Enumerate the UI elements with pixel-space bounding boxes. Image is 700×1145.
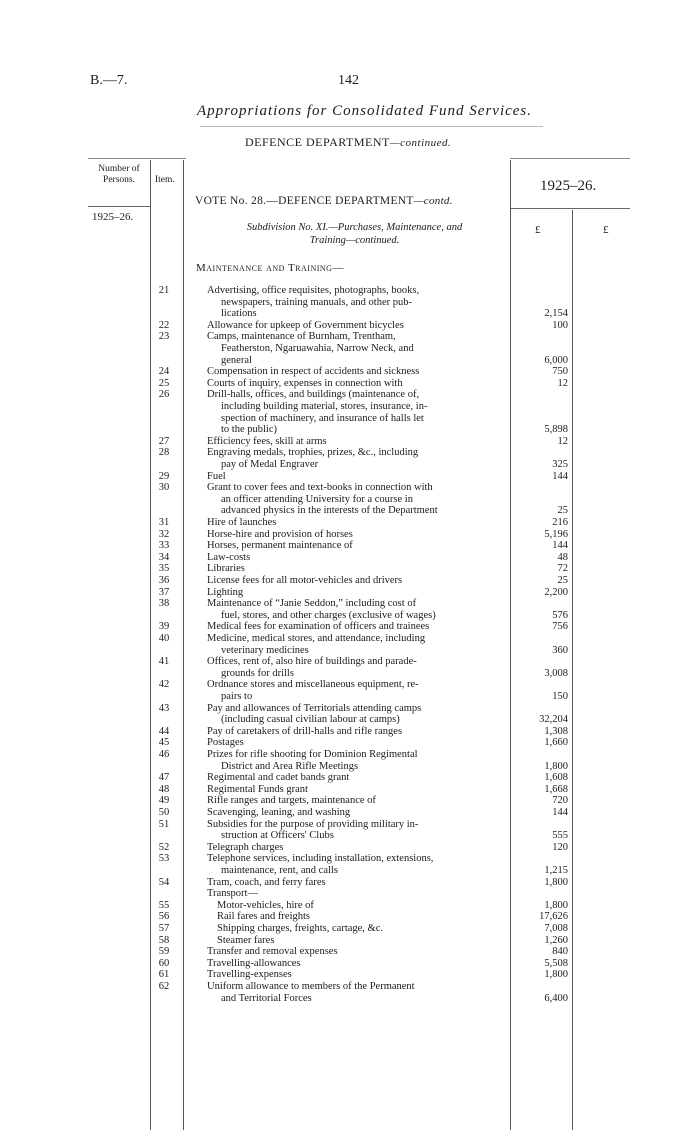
title-rule (200, 126, 543, 127)
item-description-line: Regimental Funds grant (207, 783, 308, 795)
item-description-line: Scavenging, leaning, and washing (207, 807, 351, 818)
item-description-line: maintenance, rent, and calls (221, 864, 338, 876)
item-number: 29 (158, 470, 170, 482)
item-description (207, 888, 505, 900)
item-description-line: Grant to cover fees and text-books in connection with (207, 482, 433, 494)
item-description (207, 320, 505, 332)
department-heading (245, 135, 451, 150)
item-description (207, 366, 505, 378)
document-reference: B.—7. (90, 73, 128, 88)
item-amount: 120 (552, 841, 568, 853)
item-number: 58 (158, 934, 170, 946)
page-number: 142 (338, 73, 359, 88)
persons-header-rule (88, 206, 150, 207)
item-number: 57 (158, 923, 170, 934)
item-number: 47 (158, 772, 170, 784)
column-header-persons: Number of Persons. (98, 164, 140, 185)
item-amount: 144 (552, 807, 568, 818)
item-description-line: Prizes for rifle shooting for Dominion Regimental (207, 749, 418, 760)
item-number: 34 (158, 551, 170, 563)
item-description (207, 529, 505, 541)
item-amount: 32,204 (539, 714, 568, 726)
item-description-line: pairs to (221, 690, 253, 702)
item-description (207, 633, 505, 656)
item-description (207, 482, 505, 517)
item-description-line: Camps, maintenance of Burnham, Trentham, (207, 331, 396, 343)
item-description (207, 703, 505, 726)
item-amount: 1,608 (544, 772, 568, 784)
subdivision-line-1: Subdivision No. XI.—Purchases, Maintenance, and (246, 222, 463, 233)
item-number: 40 (158, 633, 170, 644)
item-description (207, 819, 505, 842)
item-description-line: (including casual civilian labour at camps) (221, 714, 400, 726)
item-number: 59 (158, 946, 170, 958)
item-amount: 720 (552, 795, 568, 807)
item-description (207, 749, 505, 772)
item-description (207, 587, 505, 599)
item-number: 61 (158, 969, 170, 981)
item-description-line: including building material, stores, insurance, in- (221, 400, 428, 412)
item-description-line: Lighting (207, 586, 244, 598)
item-description-line: spection of machinery, and insurance of halls let (221, 412, 424, 424)
vote-heading (195, 195, 453, 207)
item-amount: 144 (552, 540, 568, 552)
item-number: 32 (158, 528, 170, 540)
item-description-line: Transport— (207, 888, 258, 900)
item-description-line: Drill-halls, offices, and buildings (maintenance of, (207, 389, 420, 401)
item-description (207, 842, 505, 854)
item-description-line: fuel, stores, and other charges (exclusive of wages) (221, 609, 436, 621)
item-amount: 17,626 (539, 911, 568, 923)
item-description-line: Allowance for upkeep of Government bicycles (207, 319, 404, 331)
item-number: 48 (158, 783, 170, 795)
item-number: 38 (158, 598, 170, 610)
department-suffix: —continued. (389, 137, 452, 149)
item-number: 35 (158, 563, 170, 575)
item-amount: 360 (552, 644, 568, 656)
item-description-line: Compensation in respect of accidents and sickness (207, 366, 420, 378)
header-rule-right (510, 158, 630, 159)
item-amount: 5,196 (544, 528, 568, 540)
item-amount: 6,000 (544, 354, 568, 366)
item-description (207, 981, 505, 1004)
item-amount: 555 (552, 830, 568, 842)
item-amount: 840 (552, 946, 568, 958)
item-description (207, 656, 505, 679)
item-description-line: advanced physics in the interests of the Department (221, 505, 438, 517)
item-description-line: Featherston, Ngaruawahia, Narrow Neck, and (221, 342, 414, 354)
pound-sign-amount: £ (535, 224, 541, 236)
item-description-line: Efficiency fees, skill at arms (207, 435, 327, 447)
item-description (207, 471, 505, 483)
item-amount: 1,800 (544, 899, 568, 911)
item-description (207, 436, 505, 448)
item-amount: 5,898 (544, 424, 568, 436)
item-description-line: Horses, permanent maintenance of (207, 540, 353, 552)
item-description-line: newspapers, training manuals, and other pub- (221, 296, 412, 308)
item-description-line: Subsidies for the purpose of providing military in- (207, 818, 419, 830)
item-number: 55 (158, 899, 170, 911)
item-amount: 1,660 (544, 737, 568, 749)
item-amount: 216 (552, 517, 568, 528)
item-number: 37 (158, 586, 170, 598)
item-description-line: Medicine, medical stores, and attendance, including (207, 633, 426, 644)
item-number: 51 (158, 818, 170, 830)
item-number: 50 (158, 807, 170, 818)
item-number: 31 (158, 517, 170, 528)
item-description-line: Travelling-expenses (207, 969, 292, 981)
item-description-line: Pay of caretakers of drill-halls and rifle ranges (207, 725, 403, 737)
item-number: 24 (158, 366, 170, 378)
item-number: 21 (158, 285, 170, 296)
item-amount: 5,508 (544, 957, 568, 969)
column-header-item: Item. (155, 175, 175, 185)
item-description-line: lications (221, 308, 257, 320)
item-amount: 1,800 (544, 876, 568, 888)
item-description-line: Maintenance of “Janie Seddon,” including cost of (207, 598, 417, 610)
item-description-line: Telephone services, including installation, extensions, (207, 853, 434, 865)
page-title: Appropriations for Consolidated Fund Services. (197, 103, 533, 119)
item-description (207, 679, 505, 702)
item-description (207, 911, 505, 923)
item-description-line: Fuel (207, 470, 226, 482)
column-header-year: 1925–26. (540, 178, 597, 194)
item-description-line: grounds for drills (221, 667, 294, 679)
item-number: 23 (158, 331, 170, 343)
item-description (207, 598, 505, 621)
item-number: 49 (158, 795, 170, 807)
item-number: 39 (158, 621, 170, 633)
item-description-line: Rail fares and freights (217, 911, 311, 923)
item-description (207, 946, 505, 958)
item-number: 44 (158, 725, 170, 737)
item-amount: 325 (552, 458, 568, 470)
section-heading: Maintenance and Training— (196, 262, 344, 274)
item-description-line: Regimental and cadet bands grant (207, 772, 350, 784)
item-description-line: Shipping charges, freights, cartage, &c. (217, 923, 384, 934)
item-amount: 1,800 (544, 969, 568, 981)
item-description (207, 285, 505, 320)
item-description (207, 900, 505, 912)
item-description (207, 737, 505, 749)
item-number: 56 (158, 911, 170, 923)
item-description (207, 552, 505, 564)
item-amount: 7,008 (544, 923, 568, 934)
item-number: 52 (158, 841, 170, 853)
item-number: 33 (158, 540, 170, 552)
item-number: 54 (158, 876, 170, 888)
vote-title: VOTE No. 28.—DEFENCE DEPARTMENT (195, 195, 414, 207)
item-description (207, 784, 505, 796)
item-amount: 2,200 (544, 586, 568, 598)
item-description (207, 772, 505, 784)
item-amount: 2,154 (544, 308, 568, 320)
item-description-line: Postages (207, 737, 244, 749)
item-description (207, 958, 505, 970)
item-number: 36 (158, 575, 170, 586)
item-description-line: veterinary medicines (221, 644, 309, 656)
item-description-line: Telegraph charges (207, 841, 284, 853)
column-divider-total (572, 210, 573, 1130)
item-description (207, 923, 505, 935)
item-number: 30 (158, 482, 170, 494)
item-amount: 1,308 (544, 725, 568, 737)
item-amount: 150 (552, 690, 568, 702)
item-description-line: Libraries (207, 563, 245, 575)
item-number: 27 (158, 435, 170, 447)
item-number: 60 (158, 957, 170, 969)
item-amount: 100 (552, 319, 568, 331)
item-description (207, 447, 505, 470)
item-description-line: Courts of inquiry, expenses in connection with (207, 377, 403, 389)
item-description (207, 575, 505, 587)
item-amount: 3,008 (544, 667, 568, 679)
item-number: 46 (158, 749, 170, 760)
item-description (207, 795, 505, 807)
item-description-line: Offices, rent of, also hire of buildings and parade- (207, 656, 417, 668)
item-description-line: Hire of launches (207, 517, 277, 528)
item-description-line: Advertising, office requisites, photographs, books, (207, 285, 420, 296)
item-description (207, 853, 505, 876)
subdivision-heading (197, 221, 512, 247)
item-description (207, 621, 505, 633)
item-description (207, 563, 505, 575)
item-number: 26 (158, 389, 170, 401)
item-description-line: District and Area Rifle Meetings (221, 760, 359, 772)
item-description (207, 378, 505, 390)
item-amount: 12 (557, 377, 568, 389)
item-number: 22 (158, 319, 170, 331)
item-description-line: Travelling-allowances (207, 957, 301, 969)
item-number: 45 (158, 737, 170, 749)
item-description-line: Tram, coach, and ferry fares (207, 876, 326, 888)
item-amount: 72 (557, 563, 568, 575)
item-amount: 750 (552, 366, 568, 378)
item-description-line: Rifle ranges and targets, maintenance of (207, 795, 376, 807)
item-amount: 12 (557, 435, 568, 447)
item-description (207, 807, 505, 819)
subdivision-line-2: Training—continued. (309, 235, 400, 246)
item-description-line: general (221, 354, 252, 366)
item-description-line: Transfer and removal expenses (207, 946, 338, 958)
item-amount: 25 (557, 575, 568, 586)
item-number: 25 (158, 377, 170, 389)
item-description (207, 877, 505, 889)
item-description-line: Ordnance stores and miscellaneous equipment, re- (207, 679, 419, 691)
item-amount: 756 (552, 621, 568, 633)
pound-sign-total: £ (603, 224, 609, 236)
item-description-line: Medical fees for examination of officers and trainees (207, 621, 430, 633)
item-description-line: Uniform allowance to members of the Permanent (207, 981, 415, 992)
item-description-line: Motor-vehicles, hire of (217, 899, 314, 911)
item-number: 41 (158, 656, 170, 668)
item-amount: 576 (552, 609, 568, 621)
item-amount: 25 (557, 505, 568, 517)
item-number: 62 (158, 981, 170, 992)
year-header-rule (510, 208, 630, 209)
item-description (207, 935, 505, 947)
item-description (207, 969, 505, 981)
item-description (207, 517, 505, 529)
item-description (207, 726, 505, 738)
item-description-line: an officer attending University for a course in (221, 493, 413, 505)
item-number: 28 (158, 447, 170, 459)
item-description-line: Pay and allowances of Territorials attending camps (207, 702, 422, 714)
item-amount: 1,668 (544, 783, 568, 795)
item-amount: 144 (552, 470, 568, 482)
item-amount: 1,260 (544, 934, 568, 946)
item-description (207, 389, 505, 435)
item-description (207, 331, 505, 366)
item-amount: 1,215 (544, 864, 568, 876)
item-amount: 48 (557, 551, 568, 563)
item-description-line: Law-costs (207, 551, 251, 563)
item-description-line: struction at Officers' Clubs (221, 830, 334, 842)
item-number: 53 (158, 853, 170, 865)
item-description-line: and Territorial Forces (221, 992, 312, 1004)
item-description-line: Engraving medals, trophies, prizes, &c., including (207, 447, 419, 459)
item-amount: 6,400 (544, 992, 568, 1004)
item-number: 43 (158, 702, 170, 714)
column-divider-item (183, 160, 184, 1130)
item-description-line: pay of Medal Engraver (221, 458, 319, 470)
vote-suffix: —contd. (413, 195, 453, 207)
item-number: 42 (158, 679, 170, 691)
item-description-line: to the public) (221, 424, 277, 436)
item-description-line: Horse-hire and provision of horses (207, 528, 353, 540)
persons-year-label: 1925–26. (92, 211, 134, 223)
item-description-line: License fees for all motor-vehicles and drivers (207, 575, 403, 586)
header-rule-left (88, 158, 186, 159)
item-amount: 1,800 (544, 760, 568, 772)
item-description (207, 540, 505, 552)
department-name: DEFENCE DEPARTMENT (245, 135, 390, 149)
item-description-line: Steamer fares (217, 934, 275, 946)
